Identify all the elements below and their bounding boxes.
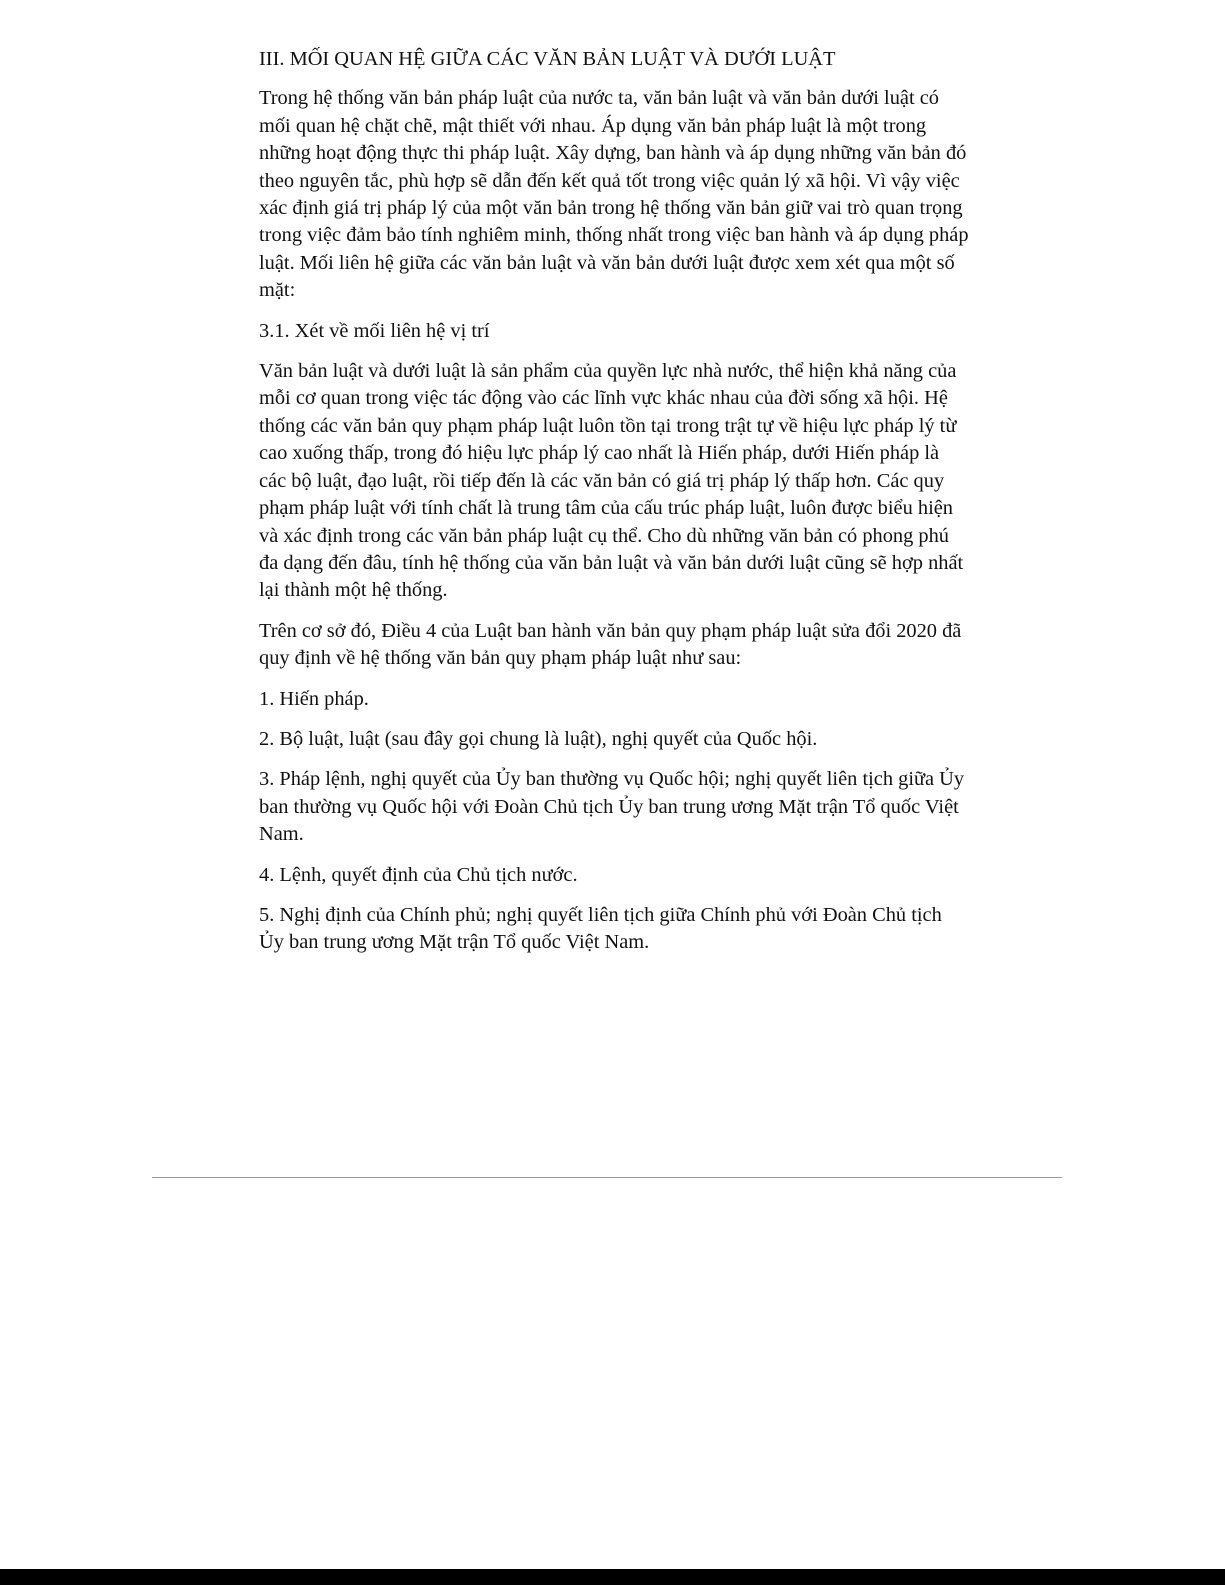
- section-heading: III. MỐI QUAN HỆ GIỮA CÁC VĂN BẢN LUẬT VÀ DƯỚI LUẬT: [259, 48, 836, 70]
- page-divider: [152, 1177, 1062, 1178]
- basis-paragraph: Trên cơ sở đó, Điều 4 của Luật ban hành văn bản quy phạm pháp luật sửa đổi 2020 đã quy định về hệ thống văn bản quy phạm pháp luật như sau:: [259, 619, 962, 670]
- list-item: 1. Hiến pháp.: [259, 687, 369, 710]
- list-item: 4. Lệnh, quyết định của Chủ tịch nước.: [259, 863, 578, 886]
- list-item: 3. Pháp lệnh, nghị quyết của Ủy ban thường vụ Quốc hội; nghị quyết liên tịch giữa Ủy ban thường vụ Quốc hội với Đoàn Chủ tịch Ủy ban trung ương Mặt trận Tổ quốc Việt Nam.: [259, 768, 965, 846]
- subsection-heading: 3.1. Xét về mối liên hệ vị trí: [259, 319, 490, 342]
- document-body: [259, 46, 971, 970]
- list-item: 5. Nghị định của Chính phủ; nghị quyết liên tịch giữa Chính phủ với Đoàn Chủ tịch Ủy ban trung ương Mặt trận Tổ quốc Việt Nam.: [259, 903, 942, 954]
- intro-paragraph: Trong hệ thống văn bản pháp luật của nước ta, văn bản luật và văn bản dưới luật có mối quan hệ chặt chẽ, mật thiết với nhau. Áp dụng văn bản pháp luật là một trong những hoạt động thực thi pháp luật. Xây dựng, ban hành và áp dụng những văn bản đó theo nguyên tắc, phù hợp sẽ dẫn đến kết quả tốt trong việc quản lý xã hội. Vì vậy việc xác định giá trị pháp lý của một văn bản trong hệ thống văn bản giữ vai trò quan trọng trong việc đảm bảo tính nghiêm minh, thống nhất trong việc ban hành và áp dụng pháp luật. Mối liên hệ giữa các văn bản luật và văn bản dưới luật được xem xét qua một số mặt:: [259, 87, 969, 302]
- position-paragraph: Văn bản luật và dưới luật là sản phẩm của quyền lực nhà nước, thể hiện khả năng của mỗi cơ quan trong việc tác động vào các lĩnh vực khác nhau của đời sống xã hội. Hệ thống các văn bản quy phạm pháp luật luôn tồn tại trong trật tự về hiệu lực pháp lý từ cao xuống thấp, trong đó hiệu lực pháp lý cao nhất là Hiến pháp, dưới Hiến pháp là các bộ luật, đạo luật, rồi tiếp đến là các văn bản có giá trị pháp lý thấp hơn. Các quy phạm pháp luật với tính chất là trung tâm của cấu trúc pháp luật, luôn được biểu hiện và xác định trong các văn bản pháp luật cụ thể. Cho dù những văn bản có phong phú đa dạng đến đâu, tính hệ thống của văn bản luật và văn bản dưới luật cũng sẽ hợp nhất lại thành một hệ thống.: [259, 360, 964, 602]
- list-item: 2. Bộ luật, luật (sau đây gọi chung là luật), nghị quyết của Quốc hội.: [259, 727, 818, 750]
- bottom-edge-bar: [0, 1569, 1225, 1585]
